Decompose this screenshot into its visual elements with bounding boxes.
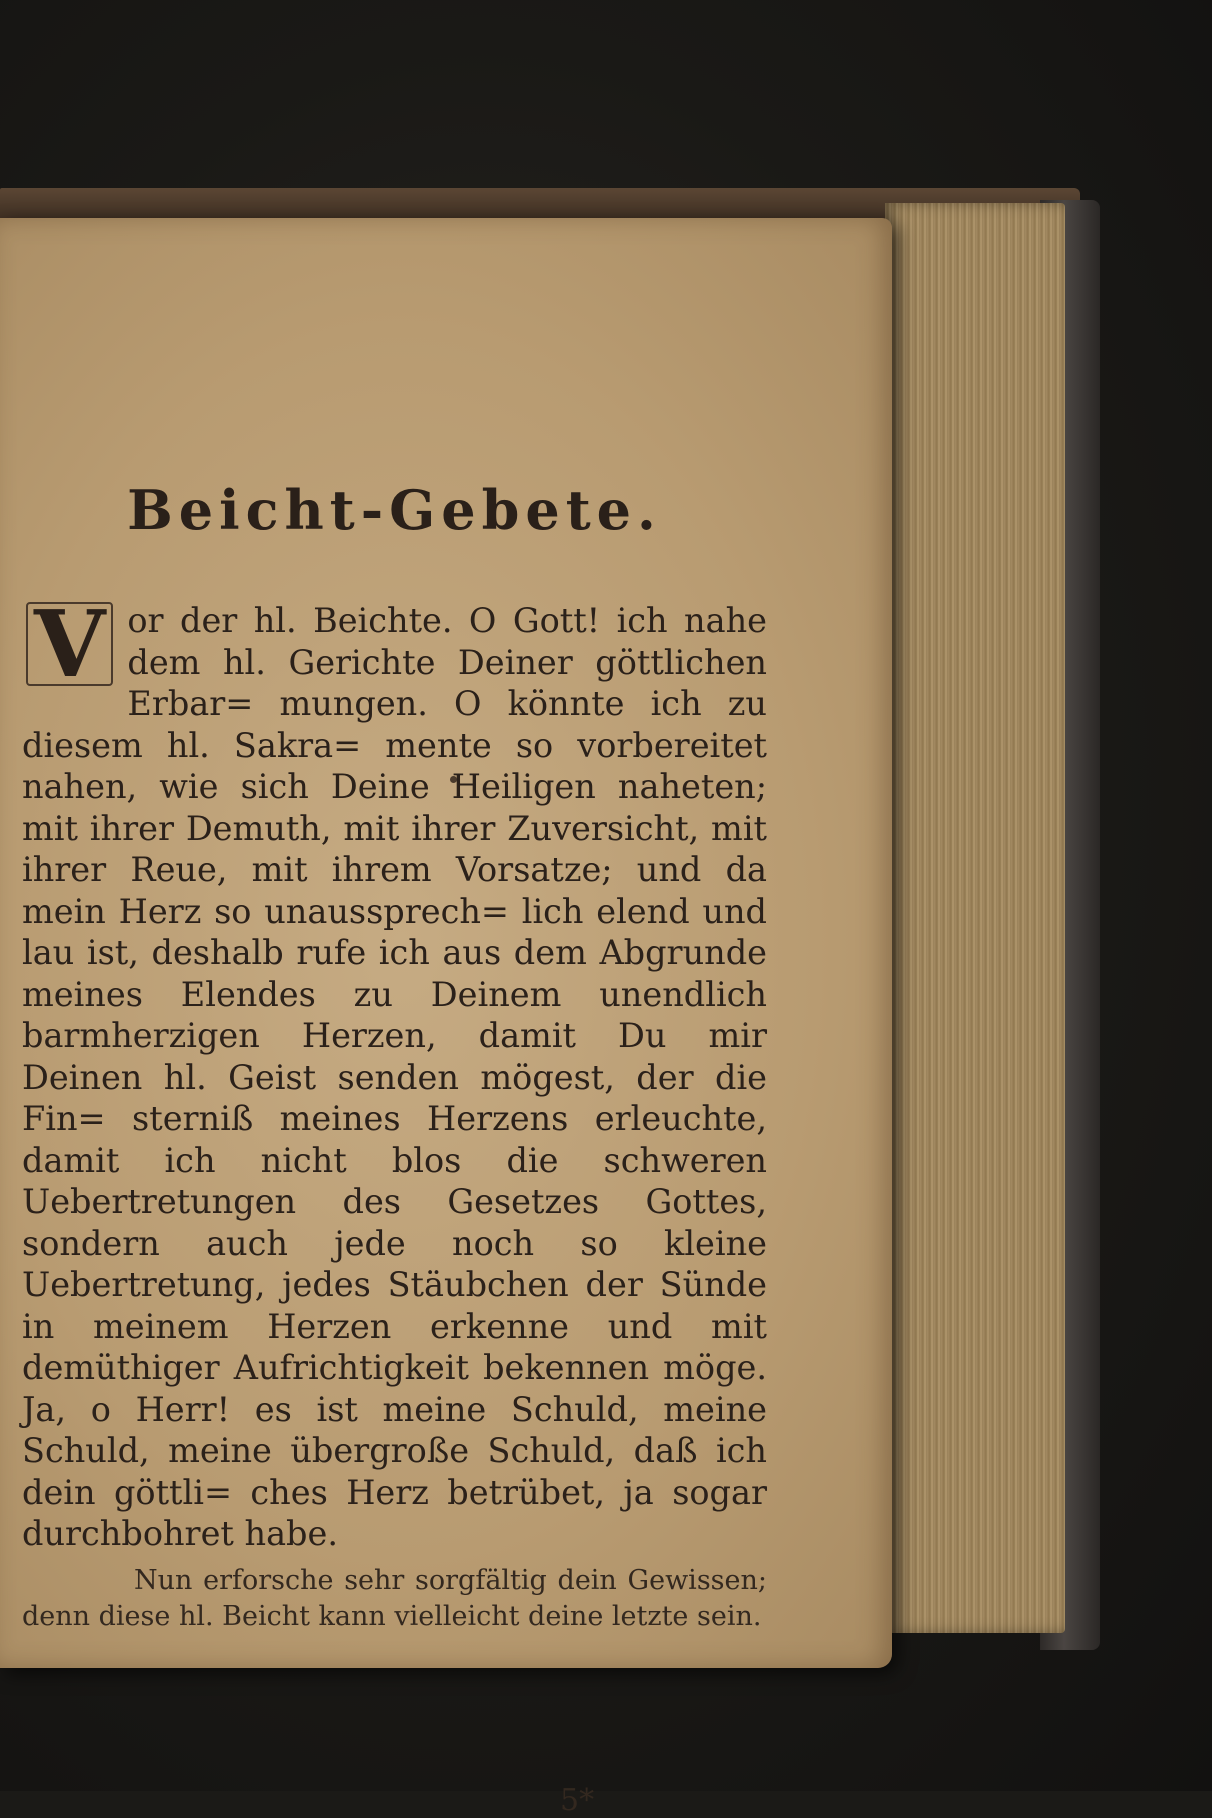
page-title: Beicht-Gebete. xyxy=(127,478,662,542)
book-page xyxy=(0,218,892,1818)
prayer-paragraph xyxy=(22,590,767,1555)
prayer-text: or der hl. Beichte. O Gott! ich nahe dem hl. Gerichte Deiner göttlichen Erbar= mungen. O könnte ich zu diesem hl. Sakra= mente so vorbereitet nahen, wie sich Deine Heiligen naheten; mit ihrer Demuth, mit ihrer Zuversicht, mit ihrer Reue, mit ihrem Vorsatze; und da mein Herz so unaussprech= lich elend und lau ist, deshalb rufe ich aus dem Abgrunde meines Elendes zu Deinem unendlich barmherzigen Herzen, damit Du mir Deinen hl. Geist senden mögest, der die Fin= sterniß meines Herzens erleuchte, damit ich nicht blos die schweren Uebertretungen des Gesetzes Gottes, sondern auch jede noch so kleine Uebertretung, jedes Stäubchen der Sünde in meinem Herzen erkenne und mit demüthiger Aufrichtigkeit bekennen möge. Ja, o Herr! es ist meine Schuld, meine Schuld, meine übergroße Schuld, daß ich dein göttli= ches Herz betrübet, ja sogar durchbohret habe. xyxy=(22,601,767,1553)
dropcap-initial: V xyxy=(26,602,113,686)
page-content xyxy=(22,478,767,1635)
instruction-note: Nun erforsche sehr sorgfältig dein Gewissen; denn diese hl. Beicht kann vielleicht deine letzte sein. xyxy=(22,1564,767,1632)
page-edges xyxy=(885,203,1065,1633)
page-number: 5* xyxy=(560,1783,595,1818)
